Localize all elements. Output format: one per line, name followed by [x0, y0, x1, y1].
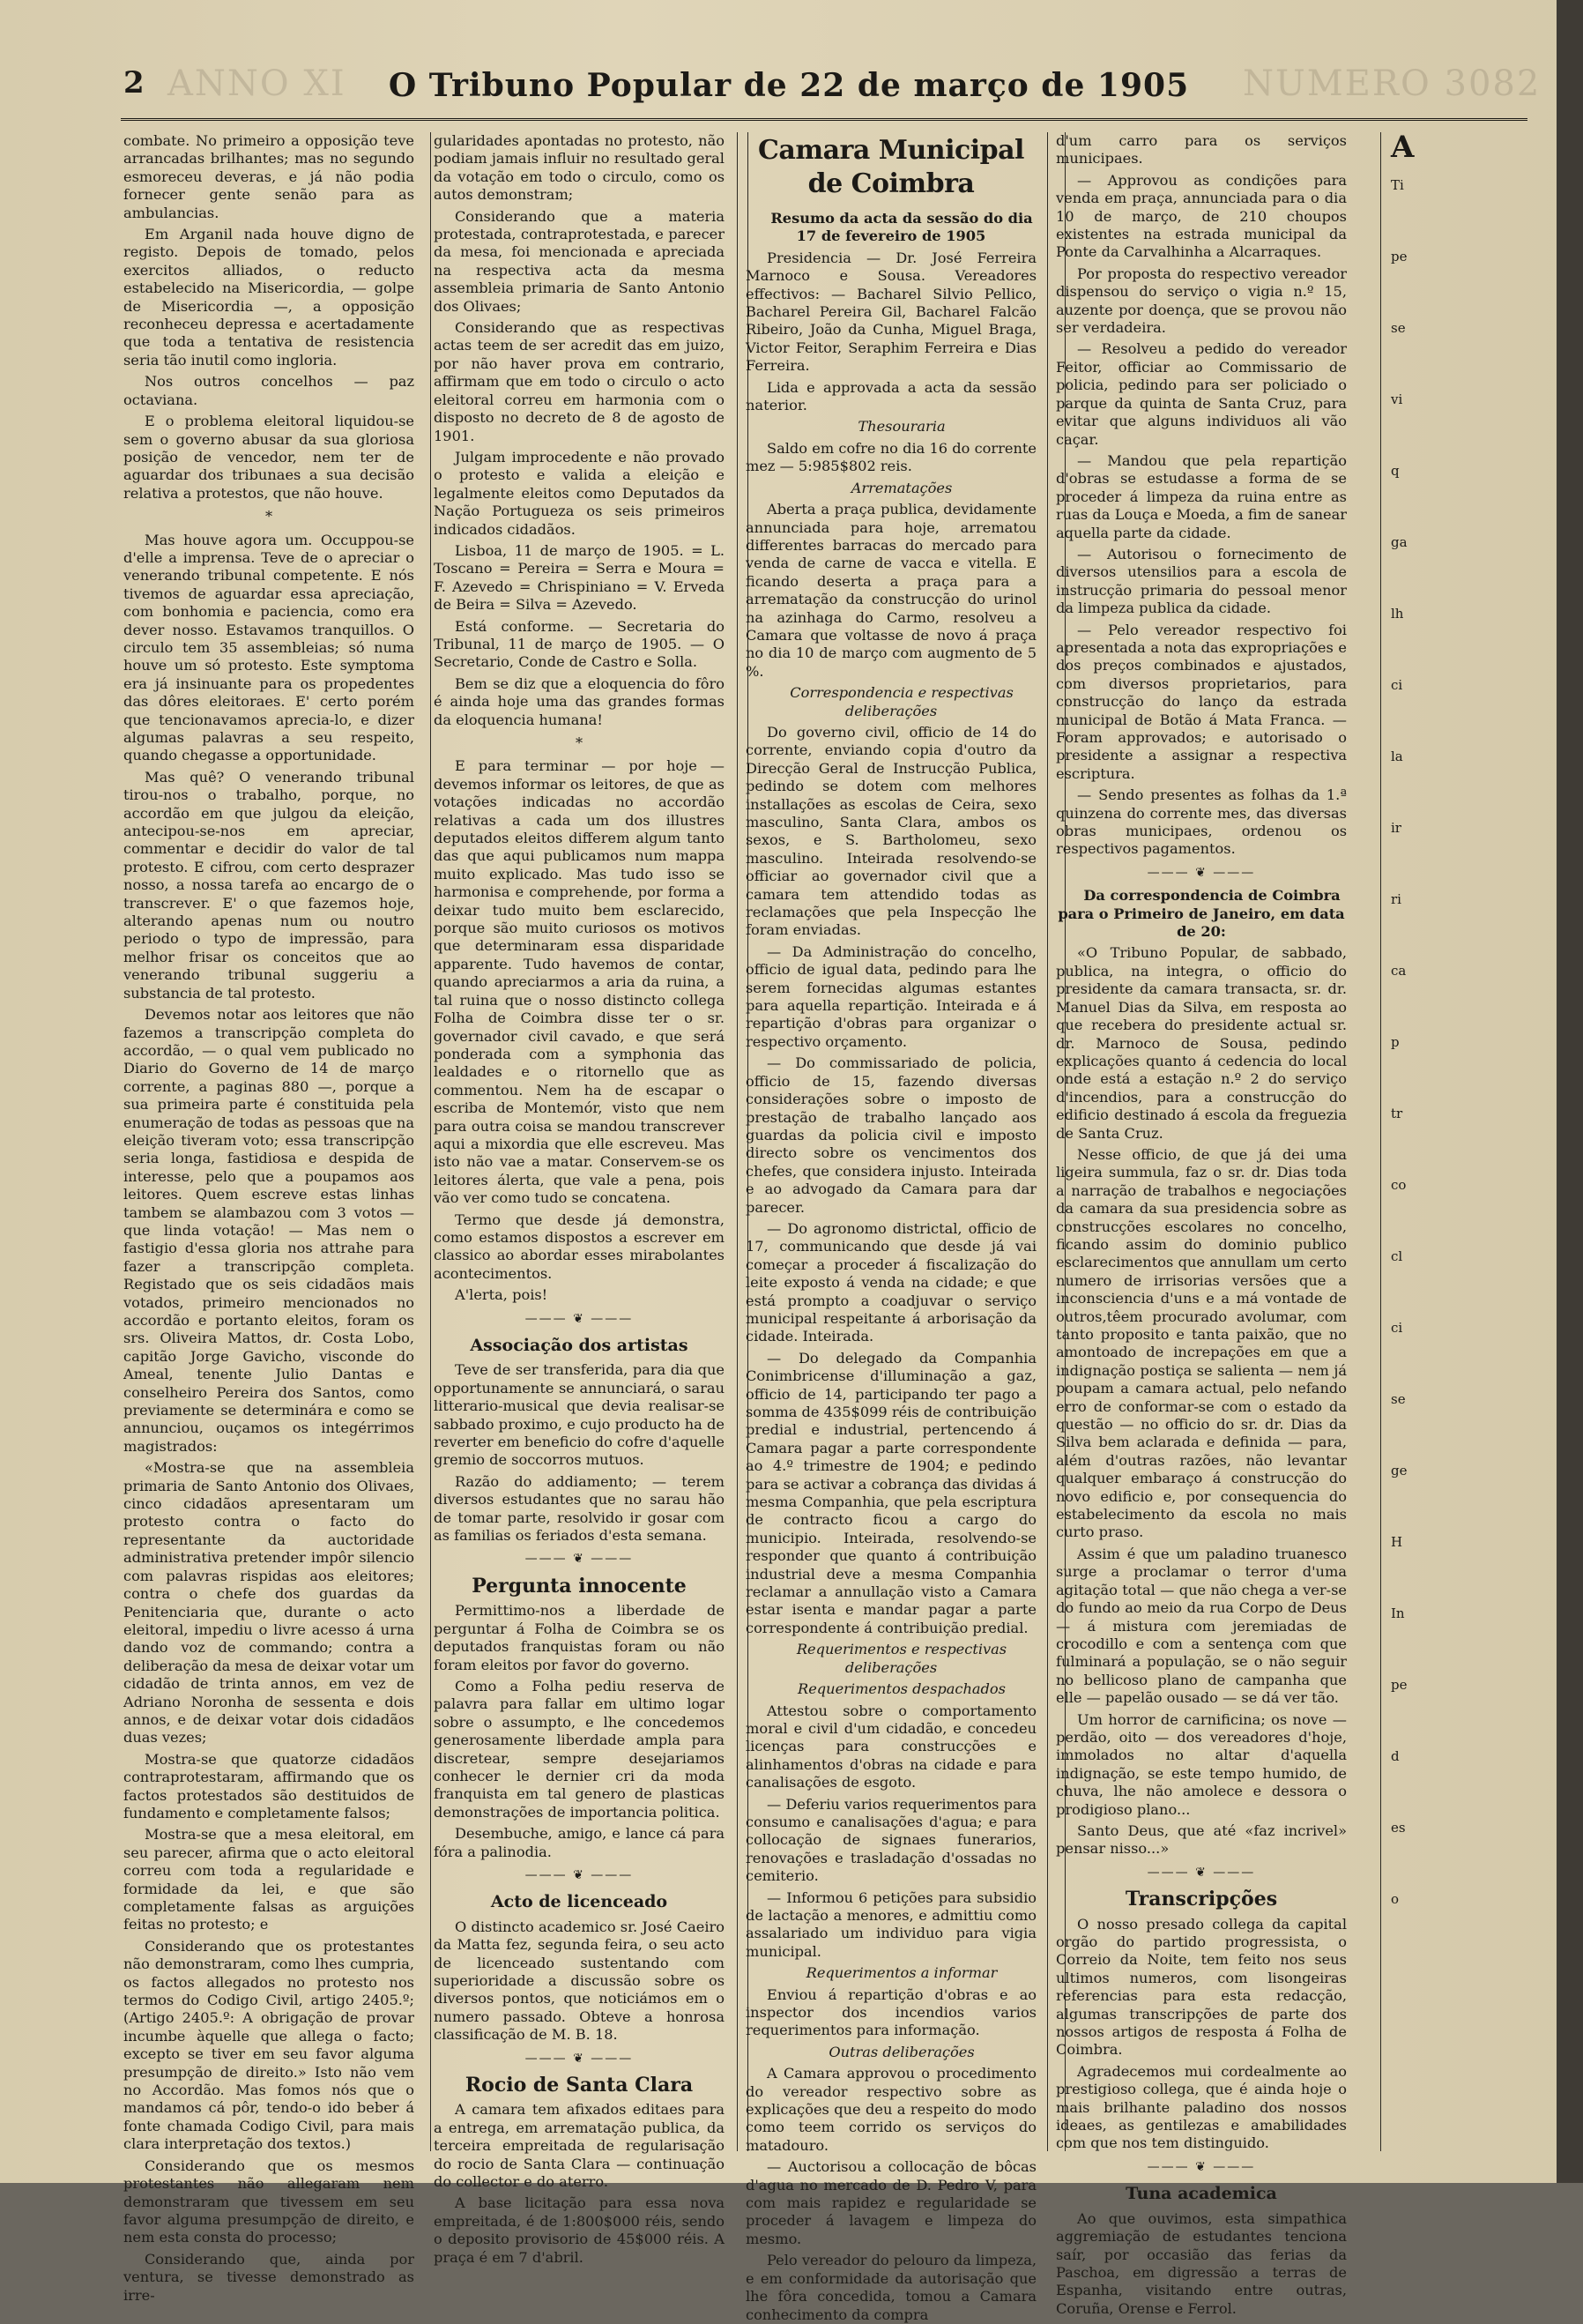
- paragraph: — Pelo vereador respectivo foi apresentada a nota das expropriações e dos preços combinados e ajustados, com diversos proprietarios, para construcção do lanço da estrada municipal de Botão á Mata Franca. — Foram approvados; e autorisado o presidente a assignar a respectiva escriptura.: [1056, 621, 1347, 782]
- fragment-line: In: [1391, 1605, 1405, 1621]
- paragraph: Está conforme. — Secretaria do Tribunal, 11 de março de 1905. — O Secretario, Conde de Castro e Solla.: [434, 617, 725, 671]
- paragraph: Desembuche, amigo, e lance cá para fóra a palinodia.: [434, 1825, 725, 1860]
- paragraph: — Approvou as condições para venda em praça, annunciada para o dia 10 de março, de 210 choupos existentes na estrada municipal da Ponte da Carvalhinha a Alcarraques.: [1056, 171, 1347, 261]
- paragraph: gularidades apontadas no protesto, não podiam jamais influir no resultado geral da votação em todo o circulo, como os autos demonstram;: [434, 132, 725, 204]
- fragment-line: q: [1391, 463, 1400, 479]
- paragraph: Santo Deus, que até «faz incrivel» pensar nisso...»: [1056, 1821, 1347, 1858]
- paragraph: Considerando que os protestantes não demonstraram, como lhes cumpria, os factos allegados no protesto nos termos do Codigo Civil, artigo 2405.º; (Artigo 2405.º: A obrigação de provar incumbe àquelle que allega o facto; excepto se tiver em seu favor alguma presumpção de direito.» Isto não vem no Accordão. Mas fomos nós que o mandamos cá pôr, tendo-o ido beber á fonte chamada Codigo Civil, para mais clara interpretação dos textos.): [123, 1937, 414, 2153]
- fragment-line: pe: [1391, 249, 1408, 264]
- section-heading: Arrematações: [851, 479, 953, 496]
- fragment-line: p: [1391, 1034, 1400, 1050]
- ornament-divider: ——— ❦ ———: [1147, 2159, 1256, 2174]
- paragraph: Razão do addiamento; — terem diversos estudantes que no sarau hão de tomar parte, resolvido ir gosar com as familias os feriados d'esta semana.: [434, 1472, 725, 1545]
- paragraph: Assim é que um paladino truanesco surge a proclamar o terror d'uma agitação total — que não chega a ver-se do fundo ao meio da rua Corpo de Deus — á mistura com jeremiadas de crocodillo e com a sentença com que fulminará a população, se o não seguir no bellicoso plano de campanha que elle — papelão ousado — se dá ver tão.: [1056, 1545, 1347, 1707]
- fragment-line: o: [1391, 1891, 1400, 1907]
- section-heading: Requerimentos despachados: [798, 1680, 1006, 1698]
- ornament-divider: ——— ❦ ———: [524, 1867, 634, 1882]
- paragraph: Considerando que a materia protestada, contraprotestada, e parecer da mesa, foi mencionada e apreciada na respectiva acta da mesma assembleia primaria de Santo Antonio dos Olivaes;: [434, 207, 725, 315]
- paragraph: — Deferiu varios requerimentos para consumo e canalisações d'agua; e para collocação de signaes funerarios, renovações e trasladação d'ossadas no cemiterio.: [746, 1795, 1037, 1885]
- paragraph: — Do commissariado de policia, officio de 15, fazendo diversas considerações sobre o imposto de prestação de trabalho lançado aos guardas da policia civil e imposto directo sobre os vencimentos dos chefes, que considera injusto. Inteirada e ao advogado da Camara para dar parecer.: [746, 1054, 1037, 1216]
- ornament-divider: ——— ❦ ———: [524, 2051, 634, 2066]
- paragraph: E para terminar — por hoje — devemos informar os leitores, de que as votações indicadas no accordão relativas a cada um dos illustres deputados eleitos differem algum tanto das que aqui publicamos num mappa muito explicado. Mas tudo isso se harmonisa e comprehende, por forma a deixar tudo muito bem esclarecido, porque são muito curiosos os motivos que determinaram essa disparidade apparente. Tudo havemos de contar, quando apreciarmos a aria da ruina, a tal ruina que o nosso distincto collega Folha de Coimbra disse ter o sr. governador civil cavado, e que será ponderada com a symphonia das lealdades e o ritornello que as commentou. Nem ha de escapar o escriba de Montemór, visto que nem para outra coisa se mandou transcrever aqui a mixordia que elle escreveu. Mas isto não vae a matar. Conservem-se os leitores álerta, que vale a pena, pois vão ver como tudo se concatena.: [434, 757, 725, 1207]
- ornament-divider: ——— ❦ ———: [524, 1311, 634, 1326]
- fragment-line: ci: [1391, 677, 1403, 693]
- paragraph: «Mostra-se que na assembleia primaria de Santo Antonio dos Olivaes, cinco cidadãos apresentaram um protesto contra o facto do representante da auctoridade administrativa pretender impôr silencio com palavras rispidas aos eleitores; contra o chefe dos guardas da Penitenciaria que, durante o acto eleitoral, impediu o livre acesso á urna dando voz de commando; contra a deliberação da mesa de deixar votar um cidadão de trinta annos, em vez de Adriano Noronha de sessenta e dois annos, e de deixar votar dois cidadãos duas vezes;: [123, 1459, 415, 1747]
- paragraph: — Informou 6 petições para subsidio de lactação a menores, e admittiu como assalariado um individuo para vigia municipal.: [746, 1888, 1037, 1960]
- fragment-line: lh: [1391, 606, 1404, 622]
- paragraph: — Sendo presentes as folhas da 1.ª quinzena do corrente mes, das diversas obras municipaes, ordenou os respectivos pagamentos.: [1056, 786, 1347, 858]
- paragraph: «O Tribuno Popular, de sabbado, publica, na integra, o officio do presidente da camara transacta, sr. dr. Manuel Dias da Silva, em resposta ao que recebera do presidente actual sr. dr. Marnoco de Sousa, pedindo explicações quanto á cedencia do local onde está a estação n.º 2 do serviço d'incendios, para a construcção do edificio destinado á escola da freguezia de Santa Cruz.: [1056, 944, 1347, 1142]
- bleed-through-text-right: NUMERO 3082: [1243, 63, 1542, 104]
- paragraph: — Autorisou o fornecimento de diversos utensilios para a escola de instrucção primaria do pessoal menor da limpeza publica da cidade.: [1056, 545, 1347, 617]
- masthead: O Tribuno Popular de 22 de março de 1905: [388, 67, 1190, 104]
- paragraph: Nos outros concelhos — paz octaviana.: [123, 373, 414, 408]
- paragraph: A Camara approvou o procedimento do vereador respectivo sobre as explicações que deu a respeito do modo como teem corrido os serviços do matadouro.: [746, 2065, 1037, 2154]
- ornament-divider: ——— ❦ ———: [524, 1552, 634, 1567]
- paragraph: — Do agronomo districtal, officio de 17, communicando que desde já vai começar a proceder á fiscalização do leite exposto á venda na cidade; e que está prompto a coadjuvar o serviço municipal respeitante á arborisação da cidade. Inteirada.: [746, 1219, 1037, 1345]
- paragraph: Mostra-se que quatorze cidadãos contraprotestaram, affirmando que os factos protestados são destituidos de fundamento e completamente falsos;: [123, 1750, 414, 1821]
- paragraph: Bem se diz que a eloquencia do fôro é ainda hoje uma das grandes formas da eloquencia humana!: [434, 674, 725, 728]
- fragment-lines: [1391, 177, 1530, 1908]
- paragraph: O distincto academico sr. José Caeiro da Matta fez, segunda feira, o seu acto de licenceado sustentando com superioridade a discussão sobre os diversos pontos, que noticiámos em o numero passado. Obteve a honrosa classificação de M. B. 18.: [434, 1918, 725, 2044]
- fragment-line: ci: [1391, 1320, 1403, 1336]
- fragment-line: cl: [1391, 1248, 1403, 1264]
- next-page-edge: [1557, 0, 1583, 2183]
- column-3: [746, 132, 1037, 2323]
- section-heading: Requerimentos e respectivas deliberações: [796, 1641, 1007, 1676]
- paragraph: Devemos notar aos leitores que não fazemos a transcripção completa do accordão, — o qual vem publicado no Diario do Governo de 14 de março corrente, a paginas 880 —, porque a sua primeira parte é constituida pela enumeração de todas as pessoas que na eleição tiveram voto; essa transcripção seria longa, fastidiosa e despida de interesse, pelo que a poupamos aos leitores. Quem escreve estas linhas tambem se alambazou com 3 votos — que linda votação! — Mas nem o fastigio d'essa gloria nos attrahe para fazer a transcripção completa. Registado que os seis cidadãos mais votados, primeiro mencionados no accordão e portanto eleitos, foram os srs. Oliveira Mattos, dr. Costa Lobo, capitão Jorge Gavicho, visconde do Ameal, tenente Julio Dantas e conselheiro Pereira dos Santos, como previamente se determinára e como se annunciou, ouçamos os integérrimos magistrados:: [123, 1006, 414, 1455]
- fragment-line: ga: [1391, 534, 1408, 550]
- fragment-line: vi: [1391, 391, 1403, 407]
- column-1: [123, 132, 415, 2304]
- paragraph: Enviou á repartição d'obras e ao inspector dos incendios varios requerimentos para informação.: [746, 1985, 1037, 2039]
- section-heading: Requerimentos a informar: [806, 1964, 998, 1982]
- paragraph: Lida e approvada a acta da sessão naterior.: [746, 378, 1037, 414]
- paragraph: Attestou sobre o comportamento moral e civil d'um cidadão, e concedeu licenças para construcções e alinhamentos d'obras na cidade e para canalisações de esgoto.: [746, 1702, 1037, 1791]
- article-heading: Camara Municipal de Coimbra: [758, 135, 1024, 199]
- paragraph: Considerando que os mesmos protestantes não allegaram nem demonstraram que tivessem em seu favor alguma presumpção de direito, e nem esta consta do processo;: [123, 2156, 414, 2246]
- paragraph: Permittimo-nos a liberdade de perguntar á Folha de Coimbra se os deputados franquistas foram ou não foram eleitos por favor do governo.: [434, 1602, 725, 1673]
- paragraph: Como a Folha pediu reserva de palavra para fallar em ultimo logar sobre o assumpto, e lhe concedemos generosamente liberdade ampla para discretear, sempre desejariamos conhecer le dernier cri da moda franquista em tal genero de plasticas demonstrações de importancia politica.: [434, 1677, 725, 1821]
- paragraph: combate. No primeiro a opposição teve arrancadas brilhantes; mas no segundo esmoreceu deveras, e já não podia fornecer gente senão para as ambulancias.: [123, 132, 414, 221]
- article-heading: Transcripções: [1125, 1888, 1278, 1911]
- paragraph: E o problema eleitoral liquidou-se sem o governo abusar da sua gloriosa posição de vencedor, nem ter de aguardar dos tribunaes a sua decisão relativa a protestos, que não houve.: [123, 413, 414, 502]
- article-heading: Associação dos artistas: [470, 1336, 688, 1355]
- paragraph: — Mandou que pela repartição d'obras se estudasse a forma de se proceder á limpeza da ruina entre as ruas da Louça e Moeda, a fim de sanear aquella parte da cidade.: [1056, 451, 1347, 541]
- paragraph: — Resolveu a pedido do vereador Feitor, officiar ao Commissario de policia, pedindo para ser policiado o parque da quinta de Santa Cruz, para evitar que alguns individuos ali vão caçar.: [1056, 340, 1347, 448]
- paragraph: Presidencia — Dr. José Ferreira Marnoco e Sousa. Vereadores effectivos: — Bacharel Silvio Pellico, Bacharel Pereira Gil, Bacharel Falcão Ribeiro, João da Cunha, Miguel Braga, Victor Feitor, Seraphim Ferreira e Dias Ferreira.: [746, 249, 1037, 375]
- column-divider: [737, 132, 738, 2151]
- page-number: 2: [123, 65, 145, 101]
- fragment-line: es: [1391, 1820, 1406, 1836]
- fragment-line: se: [1391, 320, 1406, 336]
- fragment-line: tr: [1391, 1106, 1403, 1121]
- fragment-line: d: [1391, 1748, 1400, 1764]
- paragraph: A camara tem afixados editaes para a entrega, em arrematação publica, da terceira empreitada de regularisação do rocio de Santa Clara — continuação do collector e do aterro.: [434, 2101, 725, 2191]
- article-heading: Acto de licenceado: [490, 1892, 668, 1912]
- paragraph: Em Arganil nada houve digno de registo. Depois de tomado, pelos exercitos alliados, o reducto estabelecido na Misericordia, — golpe de Misericordia —, a opposição reconheceu depressa e acertadamente que toda a tentativa de resistencia seria tão inutil como ingloria.: [123, 226, 414, 369]
- fragment-line: H: [1391, 1534, 1403, 1550]
- article-heading: Da correspondencia de Coimbra para o Primeiro de Janeiro, em data de 20:: [1058, 887, 1345, 941]
- fragment-line: se: [1391, 1391, 1406, 1407]
- paragraph: Lisboa, 11 de março de 1905. = L. Toscano = Pereira = Serra e Moura = F. Azevedo = Chrispiniano = V. Erveda de Beira = Silva = Azevedo.: [434, 541, 725, 614]
- subheading: Resumo da acta da sessão do dia 17 de fevereiro de 1905: [770, 210, 1033, 245]
- paragraph: Ao que ouvimos, esta simpathica aggremiação de estudantes tenciona saír, por occasião das ferias da Paschoa, em digressão a terras de Espanha, visitando entre outras, Coruña, Orense e Ferrol.: [1056, 2209, 1347, 2317]
- article-heading: Rocio de Santa Clara: [464, 2074, 694, 2097]
- section-heading: Outras deliberações: [829, 2043, 975, 2060]
- paragraph: Do governo civil, officio de 14 do corrente, enviando copia d'outro da Direcção Geral de Instrucção Publica, pedindo se dotem com melhores installações as escolas de Ceira, sexo masculino, Santa Clara, ambos os sexos, e S. Bartholomeu, sexo masculino. Inteirada resolvendo-se officiar ao governador civil que a camara tem attendido todas as reclamações que pela Inspecção lhe foram enviadas.: [746, 723, 1037, 939]
- fragment-line: ca: [1391, 963, 1407, 979]
- article-heading: Tuna academica: [1126, 2184, 1277, 2204]
- header-rule: [121, 118, 1527, 121]
- paragraph: Mostra-se que a mesa eleitoral, em seu parecer, afirma que o acto eleitoral correu com toda a regularidade e formidade da lei, e que são completamente falsas as arguições feitas no protesto; e: [123, 1826, 414, 1933]
- article-heading: Pergunta innocente: [472, 1574, 687, 1598]
- bleed-through-text-left: ANNO XI: [167, 63, 346, 104]
- paragraph: d'um carro para os serviços municipaes.: [1056, 132, 1347, 168]
- ornament-divider: ——— ❦ ———: [1147, 1865, 1256, 1880]
- ornament-divider: ——— ❦ ———: [1147, 865, 1256, 880]
- paragraph: Termo que desde já demonstra, como estamos dispostos a escrever em classico ao abordar esses mirabolantes acontecimentos.: [434, 1210, 725, 1282]
- paragraph: Julgam improcedente e não provado o protesto e valida a eleição e legalmente eleitos como Deputados da Nação Portugueza os seis primeiros indicados cidadãos.: [434, 448, 725, 538]
- article-heading-fragment: A: [1391, 130, 1415, 165]
- fragment-line: ir: [1391, 820, 1401, 836]
- paragraph: — Da Administração do concelho, officio de igual data, pedindo para lhe serem fornecidas algumas estantes para aquella repartição. Inteirada e á repartição d'obras para organizar o respectivo orçamento.: [746, 942, 1037, 1050]
- column-divider: [1047, 132, 1048, 2151]
- paragraph: Saldo em cofre no dia 16 do corrente mez — 5:985$802 reis.: [746, 439, 1037, 475]
- fragment-line: Ti: [1391, 177, 1404, 193]
- fragment-line: ge: [1391, 1463, 1408, 1479]
- section-heading: Thesouraria: [858, 418, 946, 436]
- paragraph: Teve de ser transferida, para dia que opportunamente se annunciará, o sarau litterario-musical que devia realisar-se sabbado proximo, e cujo producto ha de reverter em beneficio do cofre d'aquelle gremio de soccorros mutuos.: [434, 1361, 725, 1469]
- column-divider: [1380, 132, 1381, 2151]
- paragraph: — Do delegado da Companhia Conimbricense d'illuminação a gaz, officio de 14, participando ter pago a somma de 435$099 réis de contribuição predial e industrial, pertencendo á Camara pagar a parte correspondente ao 4.º trimestre de 1904; e pedindo para se activar a cobrança das dividas á mesma Companhia, que pela escriptura de contracto ficou a cargo do municipio. Inteirada, resolvendo-se responder que quanto á contribuição industrial deve a mesma Companhia reclamar a annullação visto a Camara estar isenta e mandar pagar a parte correspondente á contribuição predial.: [746, 1349, 1037, 1636]
- paragraph: Mas quê? O venerando tribunal tirou-nos o trabalho, porque, no accordão em que julgou da eleição, antecipou-se-nos em apreciar, commentar e decidir do valor de tal protesto. E cifrou, com certo desprazer nosso, a nossa tarefa ao encargo de o transcrever. E' o que fazemos hoje, alterando apenas num ou noutro periodo o typo de impressão, para melhor frisar os conceitos que ao venerando tribunal suggeriu a substancia de tal protesto.: [123, 768, 414, 1002]
- paragraph: Considerando que as respectivas actas teem de ser acredit das em juizo, por não haver prova em contrario, affirmam que em todo o circulo o acto eleitoral correu em harmonia com o disposto no decreto de 8 de agosto de 1901.: [434, 319, 725, 444]
- paragraph: Considerando que, ainda por ventura, se tivesse demonstrado as irre-: [123, 2250, 414, 2304]
- column-divider: [430, 132, 431, 2151]
- paragraph: Um horror de carnificina; os nove — perdão, oito — dos vereadores d'hoje, immolados no altar d'aquella indignação, se este tempo humido, de chuva, lhe não amolece e dessora o prodigioso plano...: [1056, 1710, 1347, 1818]
- paragraph: Por proposta do respectivo vereador dispensou do serviço o vigia n.º 15, auzente por doença, que se provou não ser verdadeira.: [1056, 264, 1347, 337]
- paragraph: Agradecemos mui cordealmente ao prestigioso collega, que é ainda hoje o mais brilhante paladino dos nossos ideaes, as gentilezas e amabilidades com que nos tem distinguido.: [1056, 2062, 1347, 2152]
- fragment-line: pe: [1391, 1677, 1408, 1693]
- section-heading: Correspondencia e respectivas deliberações: [790, 684, 1014, 719]
- paragraph: Mas houve agora um. Occuppou-se d'elle a imprensa. Teve de o apreciar o venerando tribunal competente. E nós tivemos de aguardar essa apreciação, com bonhomia e paciencia, como era dever nosso. Estavamos tranquillos. O circulo tem 35 assembleias; só numa houve um só protesto. Este symptoma era já insinuante para os propedentes das dôres eleitoraes. E' certo porém que tencionavamos aprecia-lo, e dizer algumas palavras a seu respeito, quando chegasse a opportunidade.: [123, 531, 414, 764]
- paragraph: Aberta a praça publica, devidamente annunciada para hoje, arrematou differentes barracas do mercado para venda de carne de vacca e vitella. E ficando deserta a praça para a arrematação da construcção do urinol na azinhaga do Carmo, resolveu a Camara que voltasse de novo á praça no dia 10 de março com augmento de 5 %.: [746, 501, 1037, 680]
- fragment-line: co: [1391, 1177, 1407, 1193]
- paragraph: — Auctorisou a collocação de bôcas d'agua no mercado de D. Pedro V, para com mais rapidez e regularidade se proceder á lavagem e limpeza do mesmo.: [746, 2158, 1037, 2247]
- column-2: [434, 132, 725, 2266]
- fragment-line: ri: [1391, 891, 1401, 907]
- separator-star: *: [575, 734, 583, 751]
- paragraph: A base licitação para essa nova empreitada, é de 1:800$000 réis, sendo o deposito provisorio de 45$000 réis. A praça é em 7 d'abril.: [434, 2194, 725, 2266]
- paragraph: Pelo vereador do pelouro da limpeza, e em conformidade da autorisação que lhe fôra concedida, tomou a Camara conhecimento da compra: [746, 2252, 1037, 2323]
- fragment-line: la: [1391, 749, 1403, 764]
- column-4: [1056, 132, 1347, 2317]
- column-6-fragment: [1391, 132, 1530, 2151]
- paragraph: A'lerta, pois!: [455, 1286, 548, 1304]
- paragraph: Nesse officio, de que já dei uma ligeira summula, faz o sr. dr. Dias toda a narração de trabalhos e negociações da camara da sua presidencia sobre as construcções escolares no concelho, ficando assim do dominio publico esclarecimentos que annullam um certo numero de irrisorias versões que a inconsciencia d'uns e a má vontade de outros,têem procurado avolumar, com tanto proposito e tanta paixão, que no amontoado de increpações em que a indignação postiça se salienta — nem já poupam a camara actual, pelo nefando erro de conformar-se com o estado da questão — no officio do sr. dr. Dias da Silva bem aclarada e definida — para, além d'outras razões, não levantar qualquer embaraço á construcção do novo edificio e, por consequencia do estabelecimento da escola no mais curto praso.: [1056, 1145, 1347, 1541]
- separator-star: *: [264, 508, 273, 525]
- paragraph: O nosso presado collega da capital orgão do partido progressista, o Correio da Noite, tem feito nos seus ultimos numeros, com lisongeiras referencias para esta redacção, algumas transcripções de parte dos nossos artigos de resposta á Folha de Coimbra.: [1056, 1915, 1347, 2059]
